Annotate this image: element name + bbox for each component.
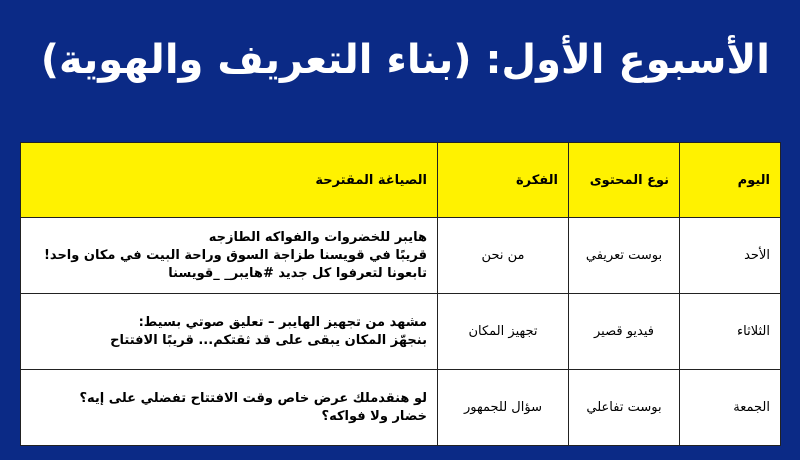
cell-day: الأحد [680,218,781,294]
table-header-row [21,143,781,218]
header-day: اليوم [680,143,781,218]
table-row [21,218,781,294]
cell-suggested-copy [21,370,438,446]
copy-line: هايبر للخضروات والفواكه الطازجه [208,229,427,245]
copy-line: لو هنقدملك عرض خاص وقت الافتتاح تفضلي على إيه؟ [79,390,427,406]
header-suggested-copy: الصياغة المقترحة [21,143,438,218]
table-row [21,294,781,370]
cell-content-type: فيديو قصير [569,294,680,370]
copy-line: قريبًا في قويسنا طزاجة السوق وراحة البيت في مكان واحد! [44,247,427,263]
header-content-type: نوع المحتوى [569,143,680,218]
copy-line: مشهد من تجهيز الهايبر – تعليق صوتي بسيط: [138,314,427,330]
table-row [21,370,781,446]
slide-title: الأسبوع الأول: (بناء التعريف والهوية) [40,37,770,83]
cell-content-type: بوست تعريفي [569,218,680,294]
header-idea: الفكرة [438,143,569,218]
cell-suggested-copy [21,294,438,370]
cell-day: الجمعة [680,370,781,446]
cell-suggested-copy [21,218,438,294]
cell-idea: من نحن [438,218,569,294]
copy-line: تابعونا لتعرفوا كل جديد #هايبر_ _قويسنا [168,265,427,281]
cell-idea: تجهيز المكان [438,294,569,370]
cell-idea: سؤال للجمهور [438,370,569,446]
cell-day: الثلاثاء [680,294,781,370]
copy-line: خضار ولا فواكه؟ [321,408,427,424]
cell-content-type: بوست تفاعلي [569,370,680,446]
content-plan-table [20,142,781,446]
copy-line: بنجهّز المكان يبقى على قد ثقتكم... قريبًا الافتتاح [110,332,427,348]
